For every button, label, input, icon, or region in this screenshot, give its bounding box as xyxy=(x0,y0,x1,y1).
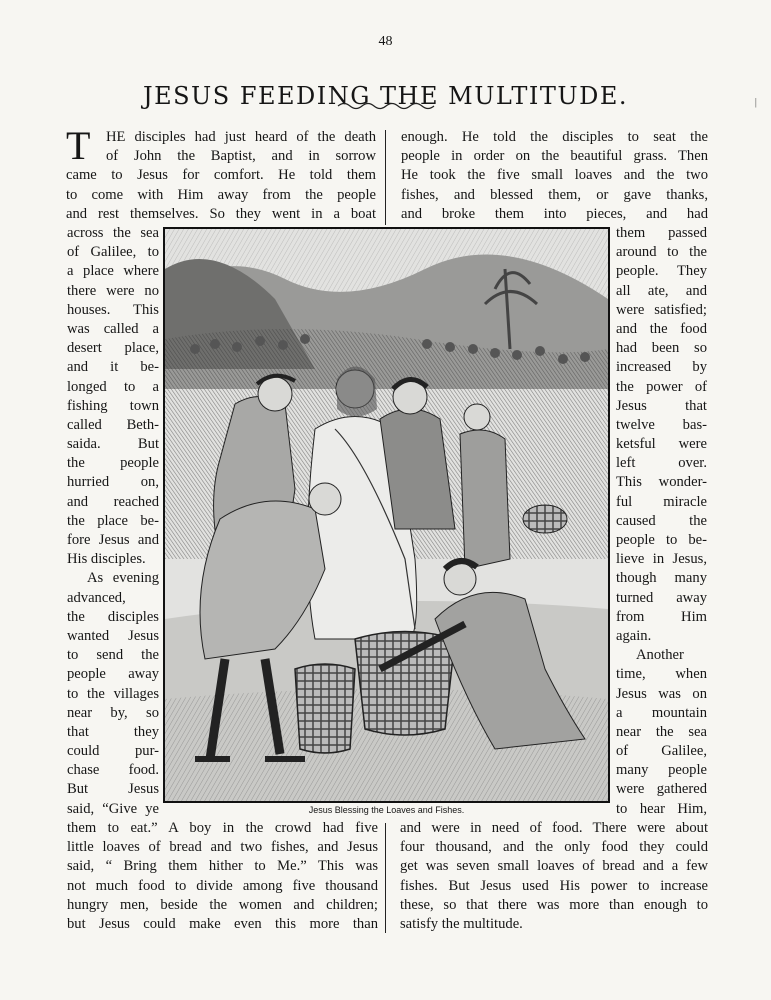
text-line: turned away xyxy=(616,589,707,606)
text-line: ketsful were xyxy=(616,436,707,453)
text-line: wanted Jesus xyxy=(67,627,159,644)
text-line: chase food. xyxy=(67,762,159,779)
text-line: Another xyxy=(636,647,684,664)
text-line: ful miracle xyxy=(616,493,707,510)
text-line: His disciples. xyxy=(67,551,146,568)
text-line: many people xyxy=(616,762,707,779)
text-line: He took the five small loaves and the two xyxy=(401,167,708,184)
text-line: left over. xyxy=(616,455,707,472)
text-line: near by, so xyxy=(67,704,159,721)
text-line: longed to a xyxy=(67,378,159,395)
text-line: and reached xyxy=(67,493,159,510)
text-line: but Jesus could make even this more than xyxy=(67,915,378,932)
text-line: fishes. But Jesus used His power to increase xyxy=(400,877,708,894)
text-line: were satisfied; xyxy=(616,301,707,318)
text-line: these, so that there was more than enough to xyxy=(400,896,708,913)
text-line: the disciples xyxy=(67,608,159,625)
text-line: hurried on, xyxy=(67,474,159,491)
text-line: and the food xyxy=(616,320,707,337)
illustration-caption: Jesus Blessing the Loaves and Fishes. xyxy=(308,805,465,815)
text-line: said, “Give ye xyxy=(67,800,159,817)
text-line: people to be- xyxy=(616,532,707,548)
text-line: around to the xyxy=(616,244,707,261)
text-line: were gathered xyxy=(616,781,707,798)
text-line: a place where xyxy=(67,263,159,280)
text-line: was called a xyxy=(67,320,159,337)
text-line: time, when xyxy=(616,666,707,683)
text-line: HE disciples had just heard of the death xyxy=(106,129,376,145)
text-line: across the sea xyxy=(67,225,159,241)
text-line: saida. But xyxy=(67,436,159,453)
text-line: could pur- xyxy=(67,743,159,760)
text-line: get was seven small loaves of bread and a few xyxy=(400,858,708,875)
column-divider-bottom xyxy=(385,823,386,933)
page-number: 48 xyxy=(378,34,393,49)
left-column-narrow xyxy=(67,224,159,819)
left-column-top xyxy=(66,123,376,224)
text-line: Jesus was on xyxy=(616,685,707,702)
text-line: enough. He told the disciples to seat the xyxy=(401,129,708,145)
text-line: though many xyxy=(616,570,707,587)
text-line: said, “ Bring them hither to Me.” This was xyxy=(67,858,378,875)
page-title: JESUS FEEDING THE MULTITUDE. xyxy=(142,82,629,111)
text-line: and it be- xyxy=(67,359,159,376)
text-line: had been so xyxy=(616,340,707,357)
right-column-bottom xyxy=(400,819,708,934)
text-line: that they xyxy=(67,723,159,740)
text-line: increased by xyxy=(616,359,707,376)
column-divider-top xyxy=(385,130,386,225)
text-line: advanced, xyxy=(67,589,126,606)
right-column-top xyxy=(401,128,708,224)
text-line: came to Jesus for comfort. He told them xyxy=(66,167,376,184)
title-flourish-ornament xyxy=(336,100,436,110)
text-line: satisfy the multitude. xyxy=(400,915,523,932)
text-line: of Galilee, xyxy=(616,743,707,760)
text-line: caused the xyxy=(616,512,707,529)
text-line: to hear Him, xyxy=(616,800,707,817)
text-line: them to eat.” A boy in the crowd had five xyxy=(67,820,378,836)
text-line: people in order on the beautiful grass. Then xyxy=(401,148,708,165)
text-line: and rest themselves. So they went in a boat xyxy=(66,205,376,222)
text-line: and broke them into pieces, and had xyxy=(401,205,708,222)
text-line: people away xyxy=(67,666,159,683)
text-line: from Him xyxy=(616,608,707,625)
text-line: not much food to divide among five thousand xyxy=(67,877,378,894)
text-line: As evening xyxy=(87,570,159,587)
text-line: a mountain xyxy=(616,704,707,721)
text-line: to come with Him away from the people xyxy=(66,186,376,203)
margin-mark: | xyxy=(754,96,757,108)
text-line: fishes, and blessed them, or gave thanks, xyxy=(401,186,708,203)
text-line: of Galilee, to xyxy=(67,244,159,261)
text-line: Jesus that xyxy=(616,397,707,414)
text-line: near the sea xyxy=(616,723,707,740)
text-line: lieve in Jesus, xyxy=(616,551,707,568)
text-line: to send the xyxy=(67,647,159,664)
engraving-jesus-blessing-loaves xyxy=(165,229,608,801)
drop-cap: T xyxy=(66,123,91,168)
text-line: hungry men, beside the women and children; xyxy=(67,896,378,913)
text-line: the power of xyxy=(616,378,707,395)
text-line: This wonder- xyxy=(616,474,707,491)
illustration xyxy=(163,227,610,803)
text-line: fore Jesus and xyxy=(67,532,159,548)
text-line: again. xyxy=(616,627,652,644)
text-line: and were in need of food. There were about xyxy=(400,820,708,836)
text-line: fishing town xyxy=(67,397,159,414)
text-line: them passed xyxy=(616,225,707,241)
text-line: there were no xyxy=(67,282,159,299)
text-line: people. They xyxy=(616,263,707,280)
text-line: But Jesus xyxy=(67,781,159,798)
text-line: little loaves of bread and two fishes, and Jesus xyxy=(67,839,378,856)
text-line: twelve bas- xyxy=(616,416,707,433)
text-line: to the villages xyxy=(67,685,159,702)
text-line: all ate, and xyxy=(616,282,707,299)
text-line: the place be- xyxy=(67,512,159,529)
text-line: four thousand, and the only food they could xyxy=(400,839,708,856)
right-column-narrow xyxy=(616,224,707,819)
text-line: of John the Baptist, and in sorrow xyxy=(106,148,376,165)
text-line: houses. This xyxy=(67,301,159,318)
text-line: desert place, xyxy=(67,340,159,357)
left-column-bottom xyxy=(67,819,378,934)
text-line: the people xyxy=(67,455,159,472)
text-line: called Beth- xyxy=(67,416,159,433)
